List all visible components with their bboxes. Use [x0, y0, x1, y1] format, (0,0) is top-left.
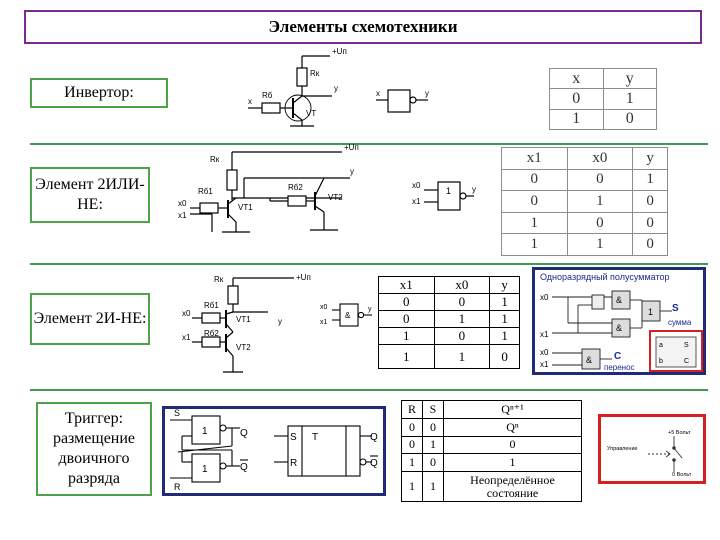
- nor-rb1-label: Rб1: [198, 187, 213, 196]
- nand-in1-label: x1: [182, 333, 191, 342]
- table-cell: 0: [379, 294, 435, 311]
- half-adder-sum-letter: S: [672, 303, 679, 314]
- table-cell: 0: [434, 328, 490, 345]
- table-cell: 0: [490, 345, 520, 369]
- nand-supply-label: +Uп: [296, 273, 311, 282]
- nand-rb1-label: Rб1: [204, 301, 219, 310]
- table-cell: 1: [423, 436, 444, 454]
- table-cell: 1: [490, 294, 520, 311]
- nor-circuit: [170, 142, 360, 242]
- section-divider: [30, 263, 708, 265]
- latch-q-label: Q: [240, 428, 248, 439]
- latch-gate-label: 1: [202, 464, 208, 475]
- latch-nq-label: Q: [240, 462, 248, 473]
- half-adder-chip-a: a: [659, 342, 663, 349]
- block-t-label: T: [312, 432, 319, 443]
- section-divider: [30, 389, 708, 391]
- nand-symbol-in1: x1: [320, 319, 328, 326]
- half-adder-and-gate: &: [616, 323, 623, 333]
- inverter-rb-label: Rб: [262, 91, 273, 100]
- nor-out-label: y: [350, 167, 354, 176]
- block-r-label: R: [290, 458, 298, 469]
- table-cell: 1: [490, 328, 520, 345]
- half-adder-carry-letter: C: [614, 351, 622, 362]
- half-adder-chip-c: C: [684, 358, 690, 365]
- latch-r-label: R: [174, 482, 181, 492]
- inverter-out-label: y: [334, 84, 338, 93]
- half-adder-and-gate: &: [616, 295, 623, 305]
- nand-symbol-out: y: [368, 306, 372, 313]
- nor-vt2-label: VT2: [328, 193, 343, 202]
- table-header: x: [550, 69, 604, 89]
- trigger-diagram: [162, 406, 386, 496]
- table-cell: Неопределённое состояние: [444, 472, 582, 502]
- table-header: S: [423, 401, 444, 419]
- table-cell: 1: [379, 345, 435, 369]
- nor-symbol: [410, 178, 490, 218]
- inverter-symbol-out: y: [425, 89, 429, 98]
- inverter-supply-label: +Uп: [332, 47, 347, 56]
- inverter-symbol: [372, 82, 442, 122]
- table-cell: 1: [567, 191, 633, 213]
- table-cell: 0: [379, 311, 435, 328]
- nand-in0-label: x0: [182, 309, 191, 318]
- switch-zero-label: 0 Вольт: [672, 472, 692, 478]
- table-header: x0: [434, 277, 490, 294]
- latch-s-label: S: [174, 408, 181, 418]
- table-header: Qⁿ⁺¹: [444, 401, 582, 419]
- nor-in0-label: x0: [178, 199, 187, 208]
- nor-label: Элемент 2ИЛИ-НЕ:: [30, 167, 150, 223]
- nor-in1-label: x1: [178, 211, 187, 220]
- table-cell: 0: [603, 109, 657, 129]
- nor-symbol-in1: x1: [412, 197, 421, 206]
- inverter-in-label: x: [248, 97, 252, 106]
- inverter-vt-label: VT: [306, 109, 317, 118]
- table-cell: 0: [550, 89, 604, 109]
- nand-rb2-label: Rб2: [204, 329, 219, 338]
- half-adder-diagram: [532, 267, 706, 375]
- nor-vt1-label: VT1: [238, 203, 253, 212]
- switch-control-label: Управление: [607, 446, 638, 452]
- block-s-label: S: [290, 432, 297, 443]
- inverter-rk-label: Rк: [310, 69, 320, 78]
- table-cell: 0: [402, 436, 423, 454]
- block-q-label: Q: [370, 432, 378, 443]
- half-adder-title: Одноразрядный полусумматор: [540, 272, 670, 282]
- nand-vt2-label: VT2: [236, 343, 251, 352]
- half-adder-in0: x0: [540, 293, 549, 302]
- table-header: R: [402, 401, 423, 419]
- table-header: y: [603, 69, 657, 89]
- inverter-circuit: [240, 46, 350, 131]
- table-cell: 1: [567, 234, 633, 256]
- nand-vt1-label: VT1: [236, 315, 251, 324]
- table-cell: 1: [490, 311, 520, 328]
- table-cell: 1: [633, 169, 668, 191]
- nand-truth-table: [378, 276, 520, 369]
- nor-rb2-label: Rб2: [288, 183, 303, 192]
- nor-rk-label: Rк: [210, 155, 220, 164]
- table-header: x0: [567, 148, 633, 170]
- half-adder-in1: x1: [540, 330, 549, 339]
- table-cell: 0: [567, 212, 633, 234]
- table-cell: 1: [444, 454, 582, 472]
- table-cell: 1: [402, 472, 423, 502]
- page-title: Элементы схемотехники: [24, 10, 702, 44]
- table-cell: 0: [444, 436, 582, 454]
- table-cell: 1: [402, 454, 423, 472]
- block-nq-label: Q: [370, 458, 378, 469]
- table-cell: 0: [434, 294, 490, 311]
- table-cell: 1: [502, 212, 568, 234]
- table-cell: 0: [402, 418, 423, 436]
- table-cell: 0: [633, 212, 668, 234]
- table-cell: Qⁿ: [444, 418, 582, 436]
- inverter-truth-table: [549, 68, 657, 130]
- half-adder-in1: x1: [540, 360, 549, 369]
- inverter-label: Инвертор:: [30, 78, 168, 108]
- nand-rk-label: Rк: [214, 275, 224, 284]
- table-header: x1: [379, 277, 435, 294]
- table-cell: 1: [603, 89, 657, 109]
- table-cell: 1: [434, 311, 490, 328]
- half-adder-carry-label: перенос: [604, 363, 635, 372]
- table-cell: 0: [633, 234, 668, 256]
- nand-symbol-gate: &: [345, 311, 351, 320]
- half-adder-chip-b: b: [659, 358, 663, 365]
- table-header: y: [633, 148, 668, 170]
- table-cell: 0: [423, 418, 444, 436]
- half-adder-chip-s: S: [684, 342, 689, 349]
- table-cell: 1: [379, 328, 435, 345]
- table-cell: 1: [550, 109, 604, 129]
- section-divider: [30, 143, 708, 145]
- table-cell: 1: [502, 234, 568, 256]
- table-cell: 1: [423, 472, 444, 502]
- trigger-label: Триггер: размещение двоичного разряда: [36, 402, 152, 496]
- half-adder-or-gate: 1: [648, 307, 654, 317]
- table-cell: 0: [423, 454, 444, 472]
- table-cell: 0: [502, 169, 568, 191]
- half-adder-sum-label: сумма: [668, 318, 692, 327]
- table-cell: 0: [633, 191, 668, 213]
- nand-out-label: y: [278, 317, 282, 326]
- half-adder-in0: x0: [540, 348, 549, 357]
- table-cell: 1: [434, 345, 490, 369]
- table-header: x1: [502, 148, 568, 170]
- nand-symbol: [318, 300, 378, 334]
- table-header: y: [490, 277, 520, 294]
- switch-diagram: [598, 414, 706, 484]
- nand-symbol-in0: x0: [320, 304, 328, 311]
- nand-label: Элемент 2И-НЕ:: [30, 293, 150, 345]
- switch-plus-label: +5 Вольт: [668, 430, 691, 436]
- nand-circuit: [178, 268, 328, 378]
- nor-supply-label: +Uп: [344, 143, 359, 152]
- half-adder-carry-gate: &: [586, 355, 593, 365]
- latch-gate-label: 1: [202, 426, 208, 437]
- table-cell: 0: [502, 191, 568, 213]
- nor-symbol-gate: 1: [446, 186, 452, 196]
- nor-symbol-in0: x0: [412, 181, 421, 190]
- nor-symbol-out: y: [472, 185, 476, 194]
- nor-truth-table: [501, 147, 668, 256]
- trigger-truth-table: [401, 400, 582, 502]
- inverter-symbol-in: x: [376, 89, 380, 98]
- table-cell: 0: [567, 169, 633, 191]
